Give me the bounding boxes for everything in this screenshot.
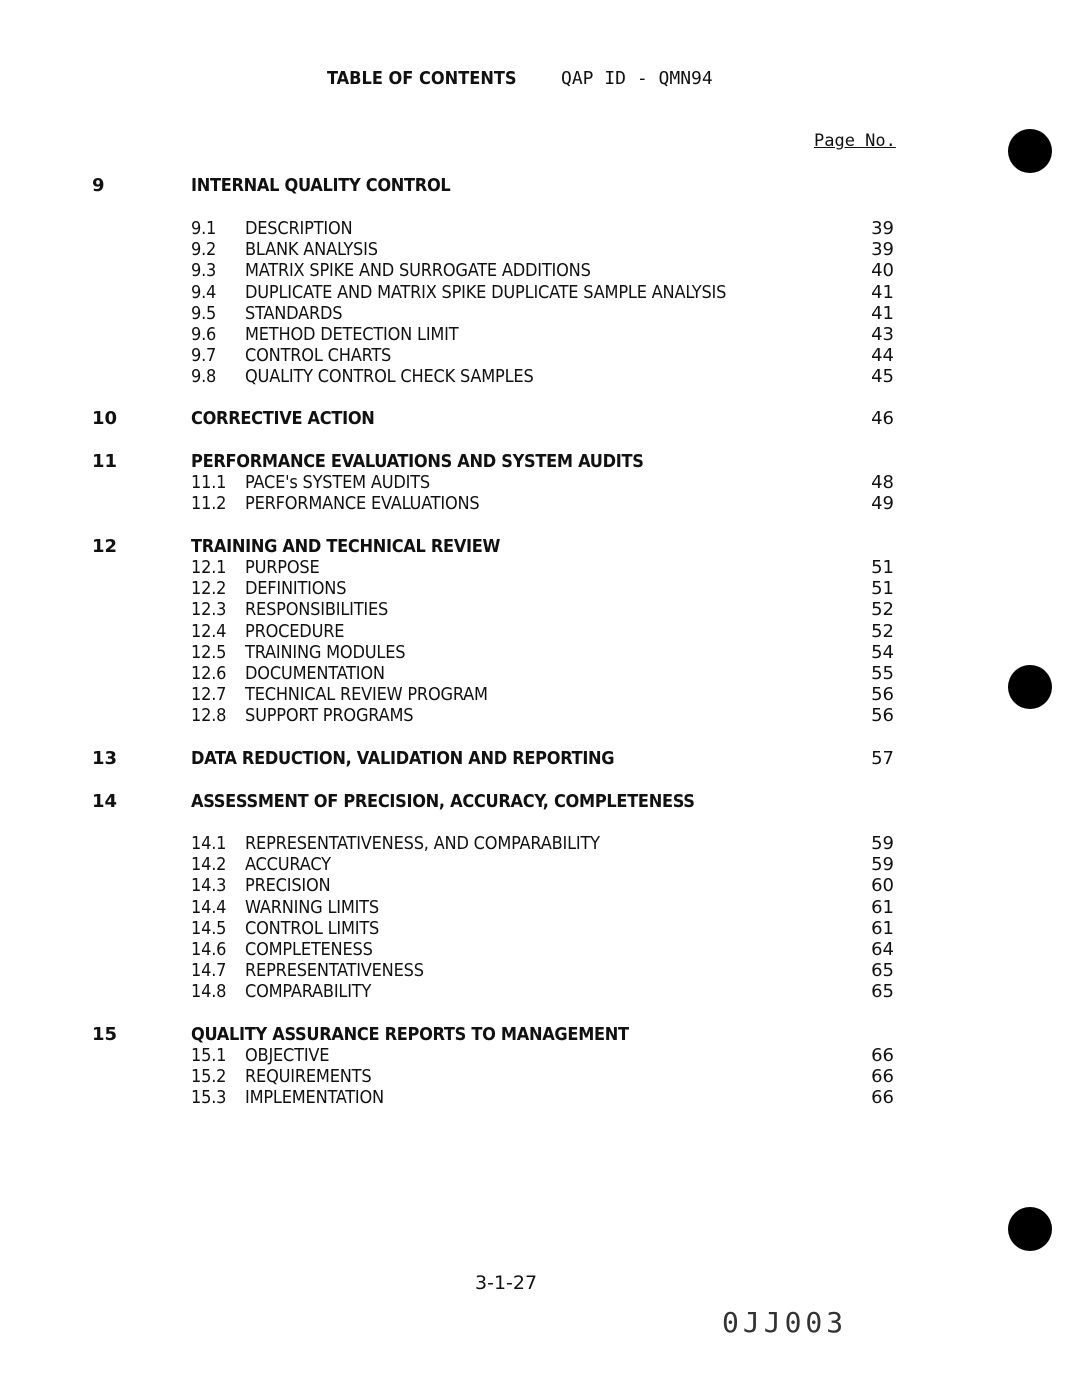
entry-page: 66 bbox=[871, 1045, 894, 1066]
entry-number: 12.6 bbox=[191, 663, 227, 684]
entry-page: 66 bbox=[871, 1066, 894, 1088]
toc-entry bbox=[191, 472, 430, 493]
entry-number: 14.8 bbox=[191, 981, 227, 1003]
entry-number: 14.7 bbox=[191, 960, 227, 982]
entry-number: 9.5 bbox=[191, 302, 217, 324]
entry-title: DESCRIPTION bbox=[245, 218, 353, 239]
entry-page: 61 bbox=[871, 917, 894, 939]
entry-page: 51 bbox=[871, 578, 894, 600]
entry-number: 9.8 bbox=[191, 366, 217, 388]
entry-title: IMPLEMENTATION bbox=[245, 1087, 384, 1109]
entry-page: 60 bbox=[871, 875, 894, 897]
toc-entry bbox=[191, 1066, 371, 1087]
entry-page: 61 bbox=[871, 896, 894, 918]
entry-number: 9.2 bbox=[191, 239, 217, 261]
entry-number: 12.5 bbox=[191, 641, 227, 663]
toc-entry bbox=[191, 324, 458, 345]
entry-number: 12.8 bbox=[191, 705, 227, 727]
toc-entry bbox=[191, 642, 405, 663]
section-title: PERFORMANCE EVALUATIONS AND SYSTEM AUDITS bbox=[191, 451, 644, 472]
toc-entry bbox=[191, 303, 342, 324]
toc-entry bbox=[191, 684, 488, 705]
toc-entry bbox=[191, 493, 479, 514]
entry-title: OBJECTIVE bbox=[245, 1045, 330, 1066]
entry-page: 44 bbox=[871, 345, 894, 367]
toc-entry bbox=[191, 981, 371, 1002]
entry-number: 9.1 bbox=[191, 218, 217, 239]
entry-title: COMPARABILITY bbox=[245, 981, 372, 1003]
section-page: 46 bbox=[871, 408, 894, 429]
entry-title: MATRIX SPIKE AND SURROGATE ADDITIONS bbox=[245, 260, 591, 282]
section-number: 10 bbox=[92, 408, 118, 429]
entry-page: 41 bbox=[871, 281, 894, 303]
section-page: 57 bbox=[871, 748, 894, 769]
entry-page: 52 bbox=[871, 620, 894, 642]
entry-title: RESPONSIBILITIES bbox=[245, 599, 389, 621]
toc-entry bbox=[191, 663, 385, 684]
section-title: TRAINING AND TECHNICAL REVIEW bbox=[191, 536, 501, 557]
entry-number: 14.4 bbox=[191, 896, 227, 918]
punch-hole-top bbox=[1008, 129, 1052, 173]
entry-page: 52 bbox=[871, 599, 894, 621]
entry-page: 64 bbox=[871, 939, 894, 960]
entry-title: SUPPORT PROGRAMS bbox=[245, 705, 414, 727]
entry-title: PURPOSE bbox=[245, 557, 320, 578]
toc-entry bbox=[191, 218, 352, 239]
toc-entry bbox=[191, 854, 331, 875]
entry-number: 12.1 bbox=[191, 557, 227, 578]
toc-entry bbox=[191, 557, 320, 578]
entry-number: 11.2 bbox=[191, 493, 227, 515]
toc-entry bbox=[191, 1087, 384, 1108]
entry-title: TRAINING MODULES bbox=[245, 641, 406, 663]
entry-page: 49 bbox=[871, 493, 894, 515]
entry-title: TECHNICAL REVIEW PROGRAM bbox=[245, 684, 488, 706]
entry-page: 55 bbox=[871, 663, 894, 684]
entry-number: 14.3 bbox=[191, 875, 227, 897]
entry-title: CONTROL LIMITS bbox=[245, 917, 380, 939]
entry-page: 48 bbox=[871, 472, 894, 493]
entry-title: REPRESENTATIVENESS bbox=[245, 960, 424, 982]
entry-title: PRECISION bbox=[245, 875, 331, 897]
entry-title: REPRESENTATIVENESS, AND COMPARABILITY bbox=[245, 833, 600, 854]
section-title: ASSESSMENT OF PRECISION, ACCURACY, COMPLETENESS bbox=[191, 791, 695, 812]
toc-entry bbox=[191, 621, 344, 642]
entry-page: 65 bbox=[871, 960, 894, 982]
entry-page: 59 bbox=[871, 833, 894, 854]
section-number: 14 bbox=[92, 791, 118, 812]
entry-page: 56 bbox=[871, 684, 894, 706]
toc-entry bbox=[191, 833, 600, 854]
entry-number: 14.6 bbox=[191, 939, 227, 960]
toc-entry bbox=[191, 345, 391, 366]
entry-page: 59 bbox=[871, 854, 894, 876]
entry-number: 12.4 bbox=[191, 620, 227, 642]
entry-page: 54 bbox=[871, 641, 894, 663]
entry-page: 66 bbox=[871, 1087, 894, 1109]
section-title: CORRECTIVE ACTION bbox=[191, 408, 375, 429]
qap-id: QAP ID - QMN94 bbox=[561, 68, 713, 89]
entry-page: 43 bbox=[871, 324, 894, 345]
entry-title: STANDARDS bbox=[245, 302, 343, 324]
entry-title: COMPLETENESS bbox=[245, 939, 373, 960]
toc-entry bbox=[191, 918, 379, 939]
entry-page: 39 bbox=[871, 218, 894, 239]
entry-number: 14.1 bbox=[191, 833, 227, 854]
toc-entry bbox=[191, 939, 373, 960]
entry-page: 65 bbox=[871, 981, 894, 1003]
toc-entry bbox=[191, 1045, 329, 1066]
entry-page: 51 bbox=[871, 557, 894, 578]
punch-hole-bottom bbox=[1008, 1207, 1052, 1251]
section-number: 9 bbox=[92, 175, 105, 196]
entry-number: 9.4 bbox=[191, 281, 217, 303]
page-number: 3-1-27 bbox=[475, 1272, 538, 1294]
entry-title: METHOD DETECTION LIMIT bbox=[245, 324, 459, 345]
entry-number: 14.2 bbox=[191, 854, 227, 876]
section-number: 15 bbox=[92, 1024, 118, 1045]
toc-entry bbox=[191, 366, 534, 387]
entry-page: 45 bbox=[871, 366, 894, 388]
entry-number: 12.3 bbox=[191, 599, 227, 621]
entry-number: 9.3 bbox=[191, 260, 217, 282]
entry-title: PROCEDURE bbox=[245, 620, 345, 642]
page-no-label: Page No. bbox=[814, 131, 896, 151]
section-title: DATA REDUCTION, VALIDATION AND REPORTING bbox=[191, 748, 615, 769]
entry-number: 15.3 bbox=[191, 1087, 227, 1109]
bates-stamp: 0JJ003 bbox=[722, 1306, 848, 1339]
toc-entry bbox=[191, 897, 379, 918]
entry-number: 12.7 bbox=[191, 684, 227, 706]
toc-entry bbox=[191, 282, 726, 303]
toc-entry bbox=[191, 960, 424, 981]
entry-page: 40 bbox=[871, 260, 894, 282]
toc-entry bbox=[191, 875, 330, 896]
entry-page: 41 bbox=[871, 302, 894, 324]
toc-entry bbox=[191, 578, 346, 599]
entry-title: DEFINITIONS bbox=[245, 578, 347, 600]
toc-entry bbox=[191, 705, 413, 726]
entry-number: 11.1 bbox=[191, 472, 227, 493]
entry-page: 39 bbox=[871, 239, 894, 261]
entry-title: CONTROL CHARTS bbox=[245, 345, 392, 367]
toc-entry bbox=[191, 599, 388, 620]
section-title: INTERNAL QUALITY CONTROL bbox=[191, 175, 451, 196]
section-number: 11 bbox=[92, 451, 118, 472]
entry-page: 56 bbox=[871, 705, 894, 727]
toc-entry bbox=[191, 239, 378, 260]
entry-number: 14.5 bbox=[191, 917, 227, 939]
entry-title: REQUIREMENTS bbox=[245, 1066, 372, 1088]
entry-title: QUALITY CONTROL CHECK SAMPLES bbox=[245, 366, 534, 388]
entry-title: BLANK ANALYSIS bbox=[245, 239, 378, 261]
entry-title: PERFORMANCE EVALUATIONS bbox=[245, 493, 480, 515]
entry-number: 9.7 bbox=[191, 345, 217, 367]
entry-title: DUPLICATE AND MATRIX SPIKE DUPLICATE SAMPLE ANALYSIS bbox=[245, 281, 727, 303]
section-number: 13 bbox=[92, 748, 118, 769]
toc-title: TABLE OF CONTENTS bbox=[327, 68, 517, 89]
entry-number: 15.1 bbox=[191, 1045, 227, 1066]
section-title: QUALITY ASSURANCE REPORTS TO MANAGEMENT bbox=[191, 1024, 629, 1045]
entry-number: 9.6 bbox=[191, 324, 217, 345]
punch-hole-middle bbox=[1008, 665, 1052, 709]
entry-number: 12.2 bbox=[191, 578, 227, 600]
toc-entry bbox=[191, 260, 591, 281]
entry-number: 15.2 bbox=[191, 1066, 227, 1088]
entry-title: WARNING LIMITS bbox=[245, 896, 379, 918]
entry-title: ACCURACY bbox=[245, 854, 331, 876]
section-number: 12 bbox=[92, 536, 118, 557]
entry-title: DOCUMENTATION bbox=[245, 663, 385, 684]
entry-title: PACE's SYSTEM AUDITS bbox=[245, 472, 430, 493]
